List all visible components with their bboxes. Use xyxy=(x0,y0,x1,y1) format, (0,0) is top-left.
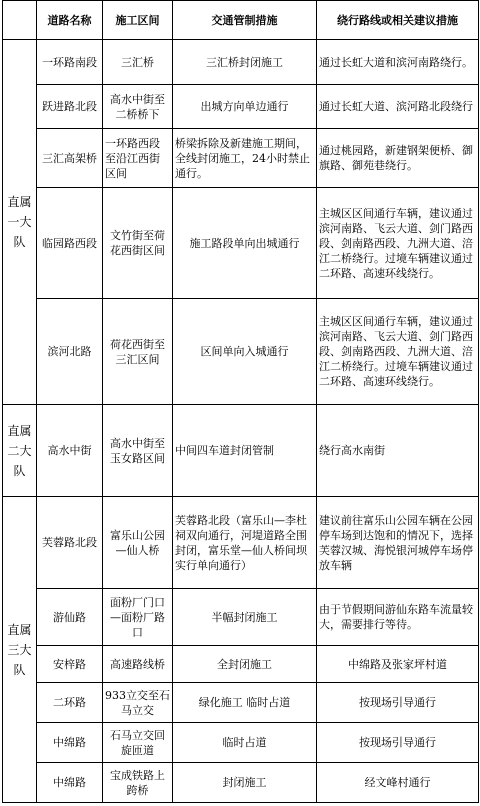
route-cell: 按现场引导通行 xyxy=(317,723,479,763)
road-cell: 临园路西段 xyxy=(37,188,103,299)
road-cell: 安梓路 xyxy=(37,646,103,683)
route-cell: 通过长虹大道和滨河南路绕行。 xyxy=(317,40,479,85)
route-cell: 建议前往富乐山公园车辆在公园停车场到达饱和的情况下，选择芙蓉汉城、海悦银河城停车场停放车辆 xyxy=(317,497,479,589)
table-row xyxy=(3,299,479,405)
table-row xyxy=(3,683,479,723)
section-cell: 荷花西街至三汇区间 xyxy=(103,299,173,405)
route-cell: 通过桃园路，新建钢架便桥、御旗路、御苑巷绕行。 xyxy=(317,129,479,188)
table-row xyxy=(3,646,479,683)
table-row xyxy=(3,40,479,85)
measure-cell: 封闭施工 xyxy=(173,763,317,803)
table-row xyxy=(3,405,479,497)
route-cell: 主城区区间通行车辆，建议通过滨河南路、飞云大道、剑门路西段、剑南路西段、九洲大道、涪江二桥绕行。过境车辆建议通过二环路、高速环线绕行。 xyxy=(317,299,479,405)
road-cell: 二环路 xyxy=(37,683,103,723)
section-cell: 宝成铁路上跨桥 xyxy=(103,763,173,803)
route-cell: 经文峰村通行 xyxy=(317,763,479,803)
section-cell: 富乐山公园—仙人桥 xyxy=(103,497,173,589)
header-road: 道路名称 xyxy=(37,1,103,40)
road-cell: 跃进路北段 xyxy=(37,85,103,129)
road-cell: 一环路南段 xyxy=(37,40,103,85)
section-cell: 高水中街至二桥桥下 xyxy=(103,85,173,129)
header-measure: 交通管制措施 xyxy=(173,1,317,40)
section-cell: 面粉厂门口—面粉厂路口 xyxy=(103,589,173,646)
group-cell-1: 直属一大队 xyxy=(3,40,37,405)
measure-cell: 临时占道 xyxy=(173,723,317,763)
table-row xyxy=(3,129,479,188)
measure-cell: 中间四车道封闭管制 xyxy=(173,405,317,497)
measure-cell: 全封闭施工 xyxy=(173,646,317,683)
section-cell: 933立交至石马立交 xyxy=(103,683,173,723)
measure-cell: 桥梁拆除及新建施工期间，全线封闭施工，24小时禁止通行。 xyxy=(173,129,317,188)
table-row xyxy=(3,497,479,589)
section-cell: 高水中街至玉女路区间 xyxy=(103,405,173,497)
measure-cell: 区间单向入城通行 xyxy=(173,299,317,405)
table-row xyxy=(3,188,479,299)
table-row xyxy=(3,589,479,646)
route-cell: 中绵路及张家坪村道 xyxy=(317,646,479,683)
measure-cell: 三汇桥封闭施工 xyxy=(173,40,317,85)
section-cell: 石马立交回旋匝道 xyxy=(103,723,173,763)
road-cell: 三汇高架桥 xyxy=(37,129,103,188)
group-cell-3: 直属三大队 xyxy=(3,497,37,803)
header-row xyxy=(3,1,479,40)
route-cell: 主城区区间通行车辆，建议通过滨河南路、飞云大道、剑门路西段、剑南路西段、九洲大道、涪江二桥绕行。过境车辆建议通过二环路、高速环线绕行。 xyxy=(317,188,479,299)
group-cell-2: 直属二大队 xyxy=(3,405,37,497)
route-cell: 通过长虹大道、滨河路北段绕行 xyxy=(317,85,479,129)
header-route: 绕行路线或相关建议措施 xyxy=(317,1,479,40)
road-cell: 中绵路 xyxy=(37,723,103,763)
measure-cell: 半幅封闭施工 xyxy=(173,589,317,646)
header-section: 施工区间 xyxy=(103,1,173,40)
measure-cell: 出城方向单边通行 xyxy=(173,85,317,129)
measure-cell: 施工路段单向出城通行 xyxy=(173,188,317,299)
section-cell: 一环路西段至沿江西街区间 xyxy=(103,129,173,188)
traffic-control-table xyxy=(2,0,479,803)
road-cell: 滨河北路 xyxy=(37,299,103,405)
road-cell: 芙蓉路北段 xyxy=(37,497,103,589)
road-cell: 高水中街 xyxy=(37,405,103,497)
road-cell: 中绵路 xyxy=(37,763,103,803)
section-cell: 三汇桥 xyxy=(103,40,173,85)
section-cell: 文竹街至荷花西街区间 xyxy=(103,188,173,299)
road-cell: 游仙路 xyxy=(37,589,103,646)
route-cell: 按现场引导通行 xyxy=(317,683,479,723)
table-row xyxy=(3,85,479,129)
measure-cell: 绿化施工 临时占道 xyxy=(173,683,317,723)
measure-cell: 芙蓉路北段（富乐山—李杜祠双向通行，河堤道路全围封闭，富乐堂—仙人桥间坝实行单向通行） xyxy=(173,497,317,589)
header-corner xyxy=(3,1,37,40)
route-cell: 由于节假期间游仙东路车流量较大，需要排行等待。 xyxy=(317,589,479,646)
table-row xyxy=(3,763,479,803)
section-cell: 高速路线桥 xyxy=(103,646,173,683)
route-cell: 绕行高水南街 xyxy=(317,405,479,497)
table-row xyxy=(3,723,479,763)
